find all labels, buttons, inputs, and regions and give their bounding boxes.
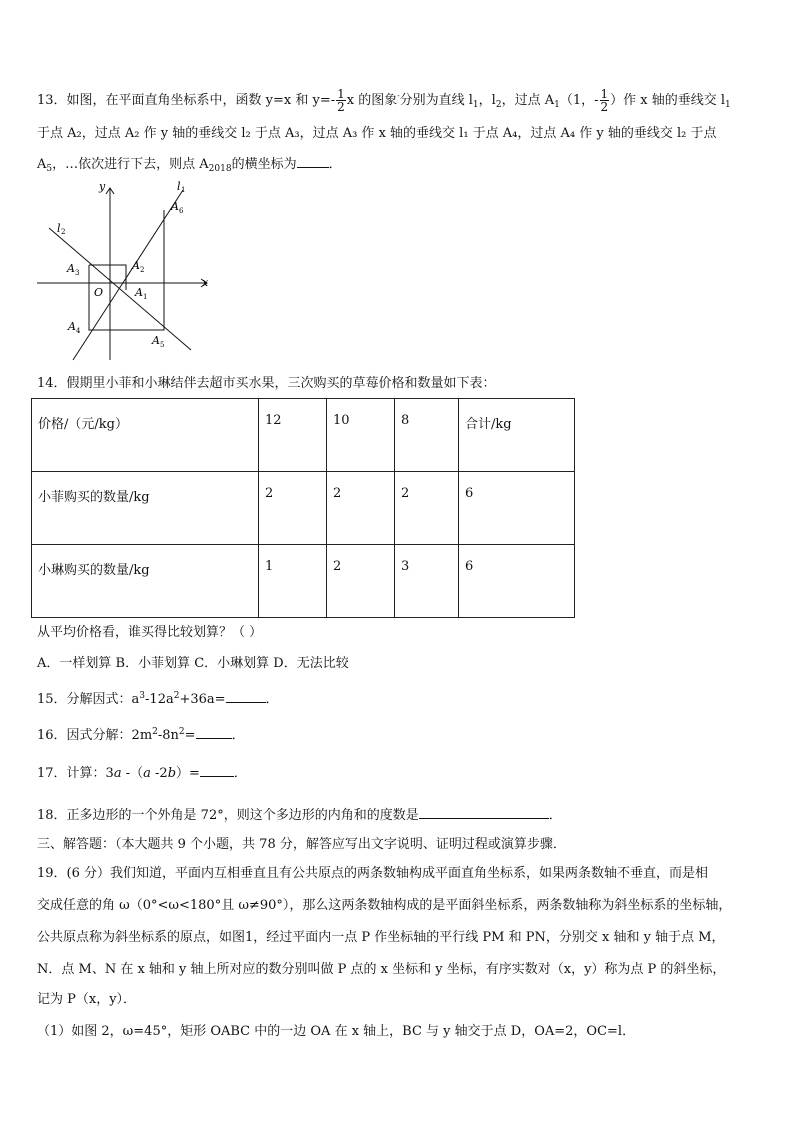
q14-intro: 14．假期里小菲和小琳结伴去超市买水果，三次购买的草莓价格和数量如下表： xyxy=(37,376,496,391)
label-origin: O xyxy=(94,286,104,299)
coordinate-figure xyxy=(37,180,215,364)
label-a6: A xyxy=(171,200,179,213)
strawberry-price-table xyxy=(31,398,575,618)
answer-blank-17[interactable] xyxy=(200,764,234,777)
answer-blank-18[interactable] xyxy=(419,806,549,819)
q14-question: 从平均价格看，谁买得比较划算？（ ） xyxy=(37,625,263,640)
label-a2: A xyxy=(132,259,140,272)
q16-line: 16．因式分解：$2m^2-8n^2=$ ． xyxy=(37,727,245,743)
svg-text:2: 2 xyxy=(61,228,66,236)
svg-text:3: 3 xyxy=(75,269,80,277)
svg-text:2: 2 xyxy=(140,266,145,274)
q13-text: 13．如图，在平面直角坐标系中，函数 y=x 和 y=- xyxy=(37,93,336,108)
label-a4: A xyxy=(68,320,76,333)
label-a1: A xyxy=(135,286,143,299)
q19-line-3: 公共原点称为斜坐标系的原点，如图1，经过平面内一点 P 作坐标轴的平行线 PM 和 PN，分别交 x 轴和 y 轴于点 M， xyxy=(37,930,725,945)
label-l2: l xyxy=(57,222,61,235)
table-row: 小菲购买的数量/kg 2 2 2 6 xyxy=(32,472,575,545)
q15-line: 15．分解因式：$a^3-12a^2+36a=$ ． xyxy=(37,691,279,707)
svg-text:6: 6 xyxy=(179,207,184,215)
q14-options[interactable]: A．一样划算 B．小菲划算 C．小琳划算 D．无法比较 xyxy=(37,656,349,671)
q17-line: 17．计算：3a -（a -2b）= ． xyxy=(37,766,247,781)
answer-blank-13[interactable] xyxy=(297,155,329,168)
label-x: x xyxy=(202,276,209,289)
q13-line-3: $A_5$，…依次进行下去，则点 $A_{2018}$的横坐标为 ． xyxy=(37,157,342,174)
svg-text:1: 1 xyxy=(181,186,186,194)
label-a5: A xyxy=(152,334,160,347)
q19-line-6: （1）如图 2，ω=45°，矩形 OABC 中的一边 OA 在 x 轴上，BC 与 y 轴交于点 D，OA=2，OC=l． xyxy=(37,1024,636,1039)
section-heading: 三、解答题：（本大题共 9 个小题，共 78 分，解答应写出文字说明、证明过程或演算步骤． xyxy=(37,837,566,852)
table-row: 小琳购买的数量/kg 1 2 3 6 xyxy=(32,545,575,618)
q19-line-2: 交成任意的角 ω（0°<ω<180°且 ω≠90°），那么这两条数轴构成的是平面斜坐标系，两条数轴称为斜坐标系的坐标轴， xyxy=(37,898,732,913)
answer-blank-16[interactable] xyxy=(196,726,232,739)
label-l1: l xyxy=(177,180,181,193)
q19-line-4: N．点 M、N 在 x 轴和 y 轴上所对应的数分别叫做 P 点的 x 坐标和 y 坐标，有序实数对（x，y）称为点 P 的斜坐标， xyxy=(37,962,726,977)
label-a3: A xyxy=(67,262,75,275)
fraction-one-half-2: $\frac{1}{2}$ xyxy=(600,87,609,114)
svg-text:1: 1 xyxy=(143,293,148,301)
fraction-one-half: $\frac{1}{2}$ xyxy=(337,87,345,114)
svg-text:4: 4 xyxy=(76,327,81,335)
svg-text:5: 5 xyxy=(160,341,165,349)
answer-blank-15[interactable] xyxy=(226,690,266,703)
q19-line-5: 记为 P（x，y）． xyxy=(37,992,137,1007)
label-y: y xyxy=(99,180,106,193)
q18-line: 18．正多边形的一个外角是 72°，则这个多边形的内角和的度数是 ． xyxy=(37,808,562,823)
table-row: 价格/（元/kg） 12 10 8 合计/kg xyxy=(32,399,575,472)
q13-line-1: 13．如图，在平面直角坐标系中，函数 y=x 和 y=- $\frac{1}{2}$ x 的图象-分别为直线 $l_1$，$l_2$，过点 $A_1(1$，- $\frac{1}{2}$ ）作 x 轴的垂线交 $l_1$ xyxy=(37,87,731,114)
q19-line-1: 19．(6 分）我们知道，平面内互相垂直且有公共原点的两条数轴构成平面直角坐标系，如果两条数轴不垂直，而是相 xyxy=(37,866,709,881)
q13-line-2: 于点 A₂，过点 A₂ 作 y 轴的垂线交 l₂ 于点 A₃，过点 A₃ 作 x 轴的垂线交 l₁ 于点 A₄，过点 A₄ 作 y 轴的垂线交 l₂ 于点 xyxy=(37,126,717,141)
